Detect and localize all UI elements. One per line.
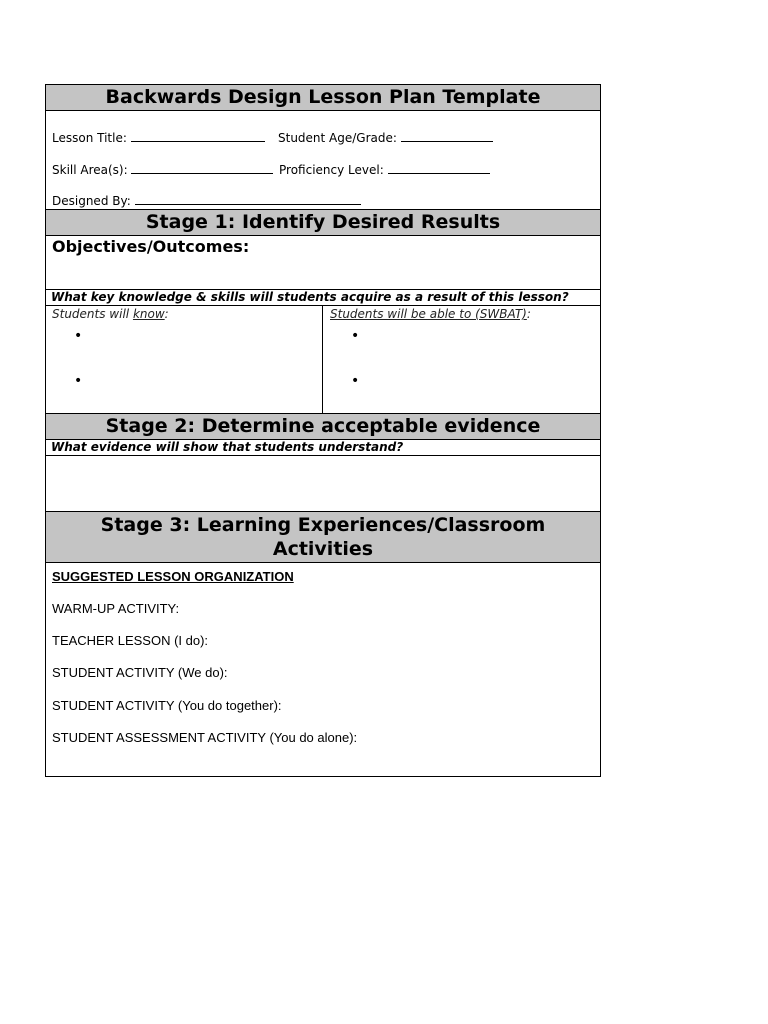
stage2-heading: Stage 2: Determine acceptable evidence xyxy=(105,415,541,437)
know-suffix: : xyxy=(164,307,169,321)
student-age-label: Student Age/Grade: xyxy=(278,131,397,145)
student-activity-you-do-together: STUDENT ACTIVITY (You do together): xyxy=(52,698,282,713)
divider xyxy=(46,455,600,456)
swbat-bullet-1: • xyxy=(351,328,360,344)
stage2-question: What evidence will show that students understand? xyxy=(51,440,404,454)
suggested-org-label: SUGGESTED LESSON ORGANIZATION xyxy=(52,569,294,584)
know-bullet-1: • xyxy=(74,328,83,344)
stage1-question: What key knowledge & skills will students acquire as a result of this lesson? xyxy=(51,290,569,304)
teacher-lesson: TEACHER LESSON (I do): xyxy=(52,633,209,648)
swbat-label-row xyxy=(330,307,531,321)
template-title-band xyxy=(46,85,600,111)
swbat-suffix: : xyxy=(526,307,531,321)
stage3-heading-line1: Stage 3: Learning Experiences/Classroom xyxy=(100,514,546,536)
lesson-plan-template xyxy=(45,84,601,777)
column-divider xyxy=(322,305,323,413)
student-assessment-activity: STUDENT ASSESSMENT ACTIVITY (You do alone): xyxy=(52,730,358,745)
student-age-blank[interactable] xyxy=(401,130,493,142)
stage1-band xyxy=(46,209,600,236)
know-prefix: Students will xyxy=(52,307,133,321)
warm-up-activity: WARM-UP ACTIVITY: xyxy=(52,601,180,616)
know-word: know xyxy=(132,307,165,321)
proficiency-field[interactable] xyxy=(279,162,490,177)
proficiency-label: Proficiency Level: xyxy=(279,163,384,177)
skill-area-field[interactable] xyxy=(52,162,273,177)
skill-area-blank[interactable] xyxy=(131,162,273,174)
designed-by-label: Designed By: xyxy=(52,194,131,208)
proficiency-blank[interactable] xyxy=(388,162,490,174)
know-bullet-2: • xyxy=(74,373,83,389)
lesson-title-field[interactable] xyxy=(52,130,265,145)
stage2-band xyxy=(46,413,600,440)
swbat-label: Students will be able to (SWBAT) xyxy=(330,307,527,321)
student-age-field[interactable] xyxy=(278,130,493,145)
template-title: Backwards Design Lesson Plan Template xyxy=(105,86,541,108)
lesson-title-blank[interactable] xyxy=(131,130,265,142)
objectives-label: Objectives/Outcomes: xyxy=(52,237,250,256)
stage3-band xyxy=(46,511,600,563)
swbat-bullet-2: • xyxy=(351,373,360,389)
skill-area-label: Skill Area(s): xyxy=(52,163,128,177)
stage1-heading: Stage 1: Identify Desired Results xyxy=(145,211,501,233)
students-know-label xyxy=(52,307,169,321)
student-activity-we-do: STUDENT ACTIVITY (We do): xyxy=(52,665,228,680)
lesson-title-label: Lesson Title: xyxy=(52,131,127,145)
designed-by-field[interactable] xyxy=(52,193,361,208)
divider xyxy=(46,305,600,306)
designed-by-blank[interactable] xyxy=(135,193,361,205)
stage3-heading-line2: Activities xyxy=(272,538,374,560)
